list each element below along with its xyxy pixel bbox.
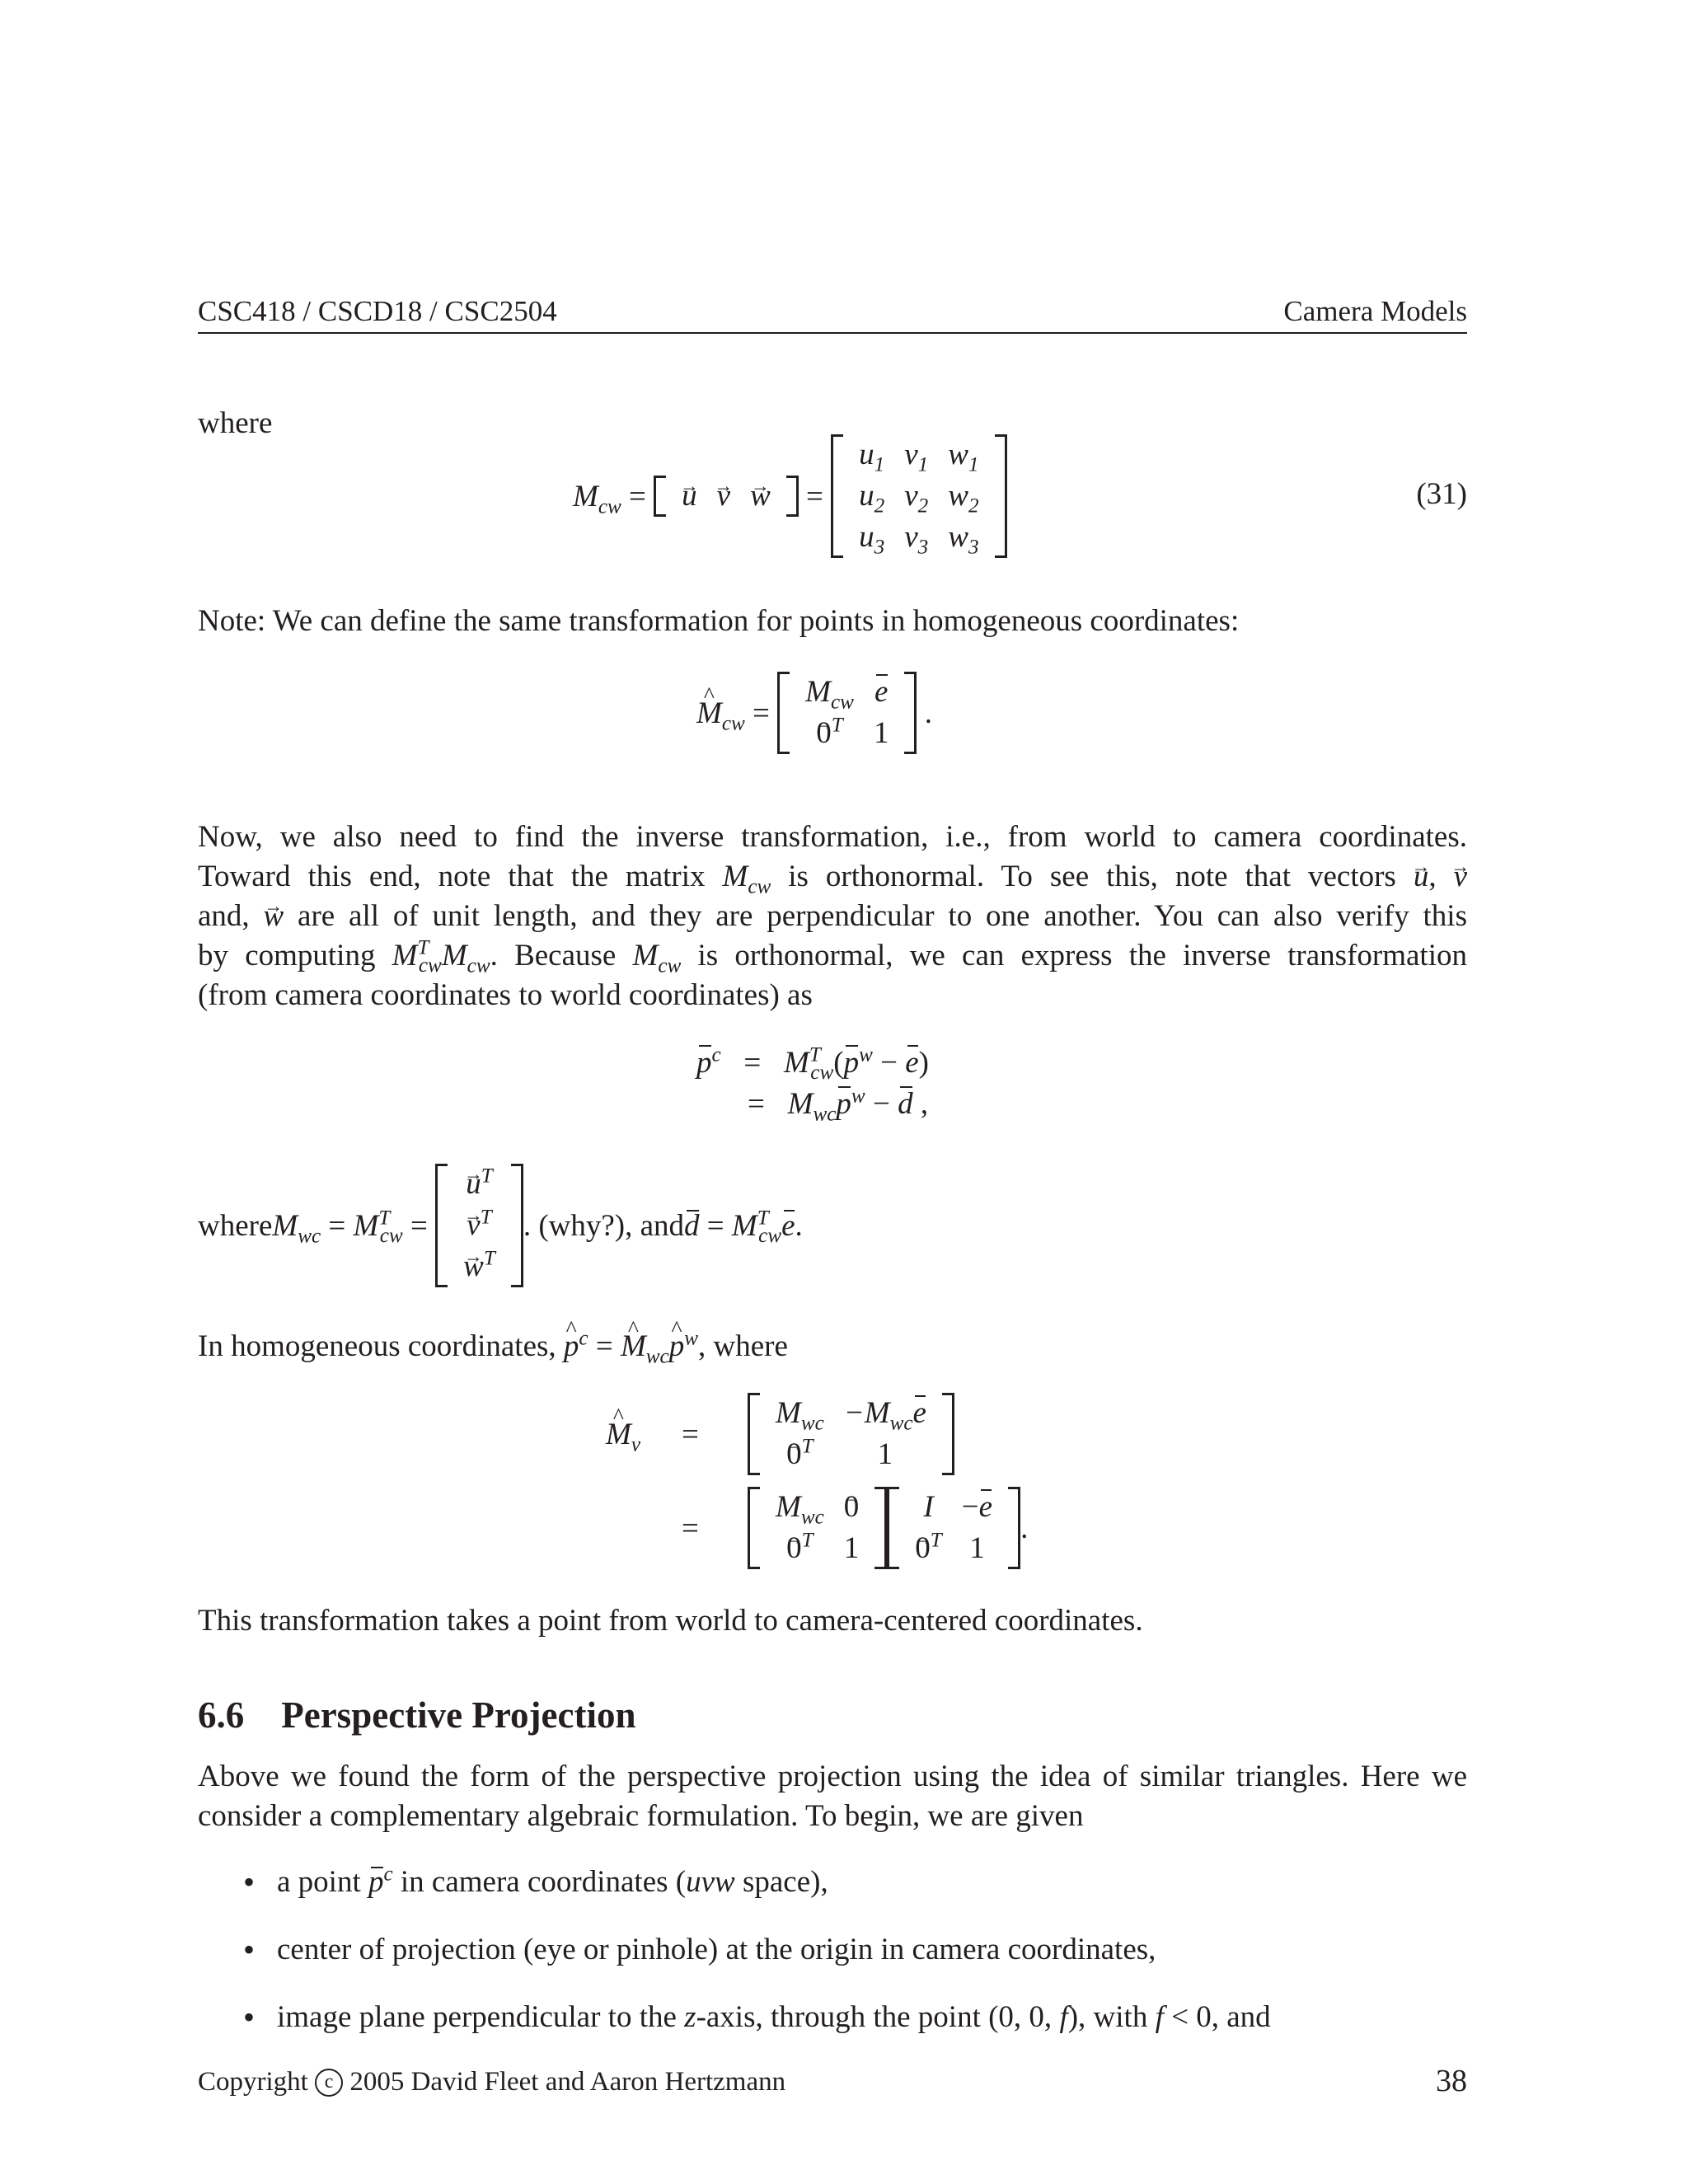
where-mwc-prefix: where xyxy=(198,1208,273,1243)
running-header-left: CSC418 / CSCD18 / CSC2504 xyxy=(198,295,557,327)
section-number: 6.6 xyxy=(198,1694,245,1736)
para1-line5: (from camera coordinates to world coordinates) as xyxy=(198,978,813,1012)
equation-number-31: (31) xyxy=(1416,477,1467,511)
running-header-right: Camera Models xyxy=(1283,295,1467,327)
equation-mhat-v: ^ $M_v$ = $M_{wc}$ $-M_{wc}e$ → $0^T$ 1 = $M_{wc}$ → 0 → $0^T$ 1 I −e → $0^T$ 1 . xyxy=(606,1393,1028,1569)
note-text: Note: We can define the same transformation for points in homogeneous coordinates: xyxy=(198,604,1240,638)
para1-line4: by computing $M^T_{cw}M_{cw}$. Because $M_{cw}$ is orthonormal, we can express the inverse transformation xyxy=(198,936,1467,977)
section-para-line2: consider a complementary algebraic formulation. To begin, we are given xyxy=(198,1799,1084,1833)
paragraph-inverse-transform xyxy=(198,818,1467,1015)
equation-31: $M_{cw}$ = → u → v → w = $u_1$ $v_1$ $w_1$ $u_2$ $v_2$ $w_2$ $u_3$ $v_3$ $w_3$ xyxy=(573,434,1007,558)
homogeneous-text: In homogeneous coordinates, ^ $p^c$ = ^ $M_{wc}\^{}$ $p^w$, where xyxy=(198,1329,788,1364)
para1-line1: Now, we also need to find the inverse transformation, i.e., from world to camera coordinates. xyxy=(198,820,1467,854)
equation-mwc: where $M_{wc}$ = $M^T_{cw}$ = → $u^T$ → $v^T$ → $w^T$ . (why?), and d = $M^T_{cw}$ e . xyxy=(198,1164,803,1287)
para1-line2: Toward this end, note that the matrix $M_{cw}$ is orthonormal. To see this, note that vectors → u, → v xyxy=(198,857,1467,897)
list-item: • center of projection (eye or pinhole) at the origin in camera coordinates, xyxy=(243,1931,1156,1968)
section-paragraph xyxy=(198,1757,1467,1836)
why-text: . (why?), and xyxy=(523,1208,685,1243)
header-rule xyxy=(198,332,1467,334)
copyright-symbol: c xyxy=(315,2069,343,2097)
section-title: Perspective Projection xyxy=(281,1694,636,1736)
section-heading xyxy=(198,1694,635,1736)
equation-pc: $p^c = M^T_{cw}(p^w - e)$ = $M_{wc}p^w - d$ , xyxy=(696,1043,929,1126)
page-number: 38 xyxy=(1436,2064,1467,2098)
list-item: • image plane perpendicular to the z-axis, through the point (0, 0, f), with f < 0, and xyxy=(243,1999,1271,2036)
para1-line3: and, → w are all of unit length, and they are perpendicular to one another. You can also verify this xyxy=(198,897,1467,936)
where-label: where xyxy=(198,406,273,440)
list-item: • a point $p^c$ in camera coordinates (uvw space), xyxy=(243,1863,828,1900)
bullet-list xyxy=(198,1864,1467,2067)
transformation-text: This transformation takes a point from world to camera-centered coordinates. xyxy=(198,1604,1143,1638)
section-para-line1: Above we found the form of the perspective projection using the idea of similar triangles. Here we xyxy=(198,1760,1467,1793)
footer-copyright: Copyright c 2005 David Fleet and Aaron Hertzmann xyxy=(198,2067,786,2097)
equation-mhat-cw: ^ $M_{cw}$ = $M_{cw}$ e → $0^T$ 1 . xyxy=(696,672,932,754)
